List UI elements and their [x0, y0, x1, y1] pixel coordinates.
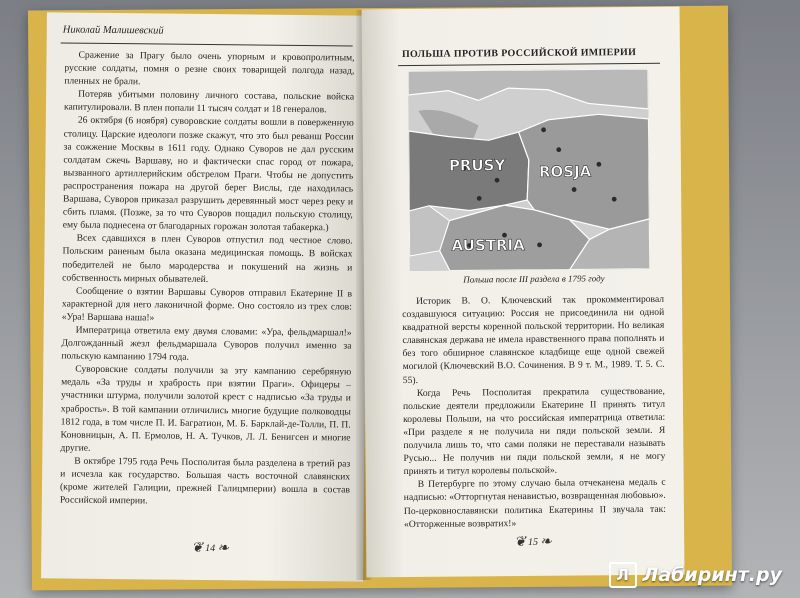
paragraph: В октябре 1795 года Речь Посполитая была разделена в третий раз и исчезла как государство. Большая часть восточной славянских (кроме жителей Галиции, прежней Галицмперии) вошла в состав Российской империи. — [59, 455, 351, 507]
right-running-head: ПОЛЬША ПРОТИВ РОССИЙСКОЙ ИМПЕРИИ — [401, 47, 637, 61]
paragraph: В Петербурге по этому случаю была отчеканена медаль с надписью: «Отторгнутая ненавистью, возвращенная любовью». По-церковнославянски политика Екатерины II звучала так: «Отторженные возвратих!» — [403, 477, 666, 530]
left-page-number — [191, 540, 229, 557]
ornament-icon: ❧ — [217, 541, 229, 557]
left-head-rule — [61, 42, 353, 46]
paragraph: 26 октября (6 ноября) суворовские солдаты вошли в поверженную столицу. Царские идеологи позже скажут, что это был реванш России за сожжение Москвы в 1611 году. Однако Суворов не дал русским солдатам сжечь Варшаву, но и фактически спас город от пожара, вызванного артиллерийским обстрелом Праги. Чтобы не допустить распространения пожара на другой берег Вислы, где находилась Варшава, Суворов приказал разрушить деревянный мост через реку и сбить пламя. (Позже, за то что Суворов пощадил польскую столицу, ему была поднесена от благодарных горожан золотая табакерка.) — [62, 115, 354, 234]
map-label-prusy: PRUSY — [448, 156, 506, 175]
map-label-austria: AUSTRIA — [451, 235, 525, 255]
labirint-logo-icon: Л — [609, 562, 637, 588]
page-number: 15 — [527, 536, 538, 548]
ornament-icon: ❦ — [514, 534, 526, 551]
watermark-text: Лабиринт.ру — [642, 564, 782, 586]
paragraph: Историк В. О. Ключевский так прокомментировал создавшуюся ситуацию: Россия не присоединила ни одной квадратной версты коренной польской территории. Но великая славянская держава не имела нравственного права пополнять и без того обширное славянское кладбище еще одной свежей могилой (Ключевский В.О. Сочинения. В 9 т. М., 1989. Т. 5. С. 55). — [402, 293, 665, 386]
paragraph: Сражение за Прагу было очень упорным и кровопролитным, русские солдаты, помня о резне своих товарищей полгода назад, пленных не брали. — [64, 49, 355, 88]
page-number: 14 — [205, 543, 216, 555]
paragraph: Потеряв убитыми половину личного состава, польские войска капитулировали. В плен попали 11 тысяч солдат и 18 генералов. — [63, 88, 355, 116]
right-body-text — [402, 293, 666, 535]
paragraph: Суворовские солдаты получили за эту кампанию серебряную медаль «За труды и храбрость при взятии Праги». Офицеры – участники штурма, получили золотой крест с надписью «За труды и храбрость». В той кампании отличились многие будущие полководцы 1812 года, в том числе П. И. Багратион, М. Б. Барклай-де-Толли, П. П. Коновницын, А. П. Ермолов, Н. А. Тучков, Л. Л. Бенигсен и многие другие. — [60, 363, 352, 454]
left-body-text — [60, 49, 355, 538]
right-page — [362, 7, 685, 578]
map-label-rosja: ROSJA — [538, 162, 592, 181]
map-caption: Польша после III раздела в 1795 году — [463, 273, 605, 285]
right-head-rule — [398, 63, 660, 66]
paragraph: Сообщение о взятии Варшавы Суворов отправил Екатерине II в характерной для него лаконичной форме. Оно состояло из трех слов: «Ура! Варшава наша!» — [61, 285, 353, 324]
paragraph: Всех сдавшихся в плен Суворов отпустил под честное слово. Польским раненым была оказана медицинская помощь. В войсках победителей не было мародерства и покушений на жизнь и собственность мирных обывателей. — [62, 232, 353, 285]
paragraph: Императрица ответила ему двумя словами: «Ура, фельдмаршал!» Долгожданный жезл фельдмаршала Суворов получил именно за польскую кампанию 1794 года. — [61, 324, 352, 363]
ornament-icon: ❧ — [539, 534, 552, 550]
map-graphic — [408, 69, 650, 271]
paragraph: Когда Речь Посполитая прекратила существование, польские деятели предложили Екатерине II принять титул королевы Польши, на что российская императрица ответила: «При разделе я не получила ни пяди польской земли. Я получила лишь то, что сами поляки не переставали называть Русью... Не получив ни пяди польской земли, я не могу принять и титул королевы польской». — [402, 385, 666, 478]
left-running-head: Николай Малишевский — [62, 24, 164, 37]
ornament-icon: ❦ — [191, 540, 204, 556]
right-page-number — [514, 534, 552, 551]
partition-map — [408, 69, 650, 271]
left-page — [41, 12, 369, 581]
watermark-logo — [609, 562, 782, 588]
